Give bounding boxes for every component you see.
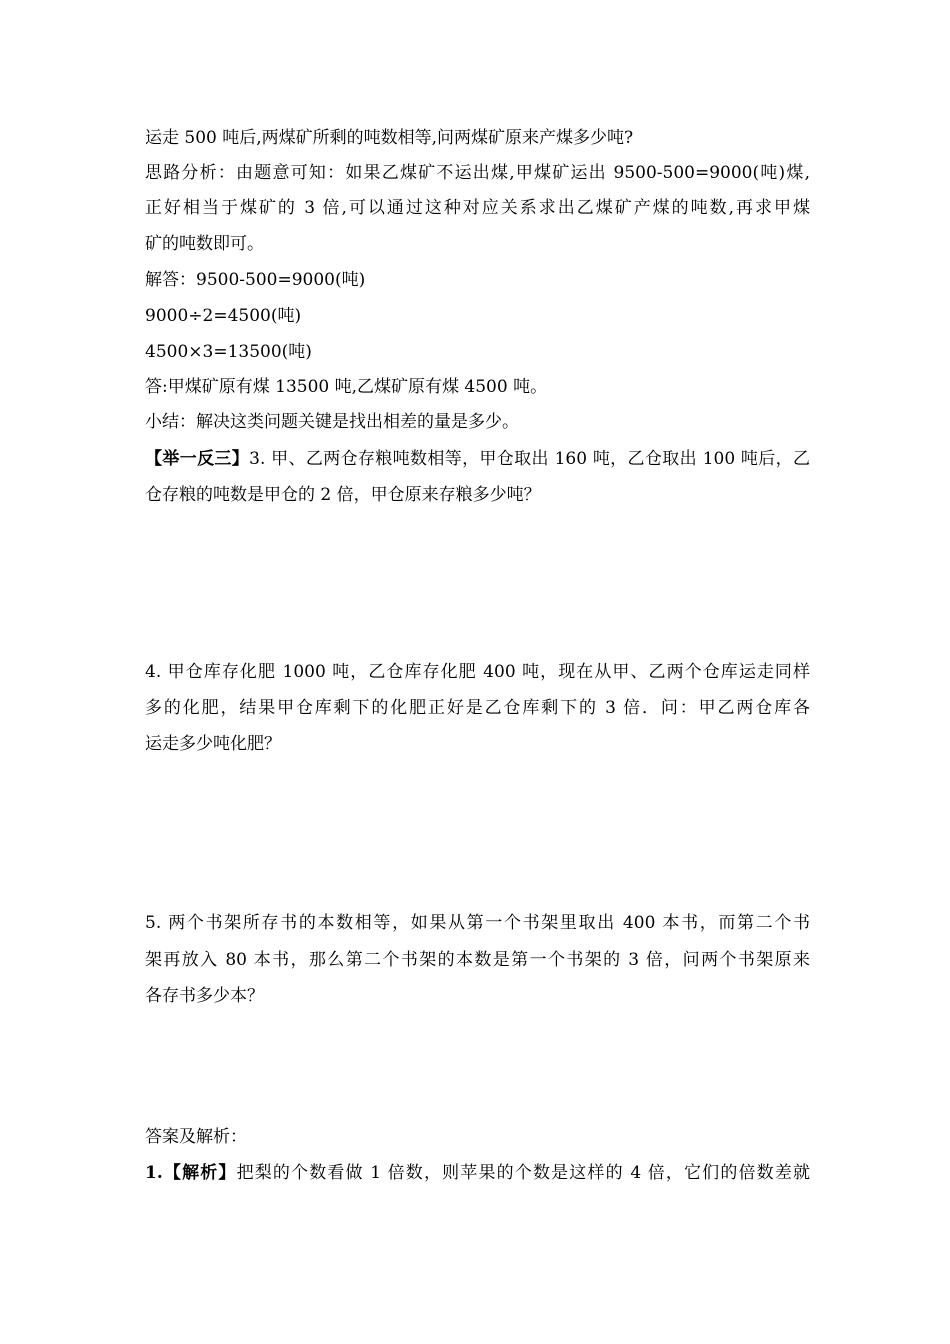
practice-q5-line-3: 各存书多少本？ <box>145 986 264 1006</box>
solution-label: 解答： <box>145 270 196 290</box>
analysis-line-3: 矿的吨数即可。 <box>145 234 264 254</box>
analysis-line-2: 正好相当于煤矿的 3 倍,可以通过这种对应关系求出乙煤矿产煤的吨数,再求甲煤 <box>145 198 810 218</box>
practice-q5-line-1: 5. 两个书架所存书的本数相等，如果从第一个书架里取出 400 本书，而第二个书 <box>145 913 810 933</box>
answer-item-1-tag: 1.【解析】 <box>145 1163 237 1183</box>
answer-item-1-text: 把梨的个数看做 1 倍数，则苹果的个数是这样的 4 倍，它们的倍数差就 <box>236 1163 810 1183</box>
solution-step-2: 9000÷2=4500(吨) <box>145 306 302 326</box>
example-summary: 小结：解决这类问题关键是找出相差的量是多少。 <box>145 412 519 432</box>
example-answer: 答:甲煤矿原有煤 13500 吨,乙煤矿原有煤 4500 吨。 <box>145 377 548 397</box>
practice-q3-text-1: 3. 甲、乙两仓存粮吨数相等，甲仓取出 160 吨，乙仓取出 100 吨后，乙 <box>249 449 810 469</box>
solution-line <box>145 269 810 291</box>
practice-q5-line-2: 架再放入 80 本书，那么第二个书架的本数是第一个书架的 3 倍，问两个书架原来 <box>145 950 810 970</box>
solution-step-3: 4500×3=13500(吨) <box>145 342 312 362</box>
practice-q4-line-3: 运走多少吨化肥？ <box>145 734 281 754</box>
practice-q3-line-1 <box>145 448 810 470</box>
practice-q4-line-2: 多的化肥，结果甲仓库剩下的化肥正好是乙仓库剩下的 3 倍．问：甲乙两仓库各 <box>145 698 810 718</box>
practice-tag: 【举一反三】 <box>145 449 250 469</box>
solution-step-1: 9500-500=9000(吨) <box>196 270 366 290</box>
answers-heading: 答案及解析： <box>145 1127 247 1147</box>
analysis-line-1: 思路分析：由题意可知：如果乙煤矿不运出煤,甲煤矿运出 9500-500=9000(吨)煤, <box>145 163 810 183</box>
practice-q4-line-1: 4. 甲仓库存化肥 1000 吨，乙仓库存化肥 400 吨，现在从甲、乙两个仓库运走同样 <box>145 662 810 682</box>
practice-q3-line-2: 仓存粮的吨数是甲仓的 2 倍，甲仓原来存粮多少吨？ <box>145 485 541 505</box>
example-question-tail: 运走 500 吨后,两煤矿所剩的吨数相等,问两煤矿原来产煤多少吨? <box>145 128 634 148</box>
answer-item-1 <box>145 1162 810 1184</box>
